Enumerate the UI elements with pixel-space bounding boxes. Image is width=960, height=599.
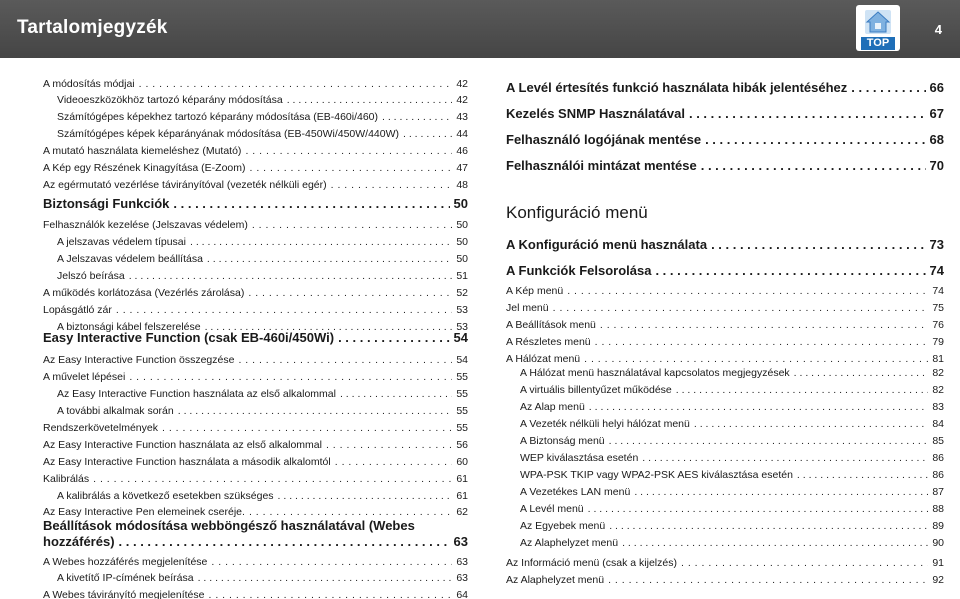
dot-leader [252,219,452,231]
toc-entry[interactable] [506,302,944,314]
top-label: TOP [861,37,895,50]
toc-entry[interactable] [506,520,944,532]
dot-leader [93,473,452,485]
toc-entry-text: Az Easy Interactive Pen elemeinek cseréje. [43,506,245,518]
dot-leader [655,263,925,278]
toc-page-number: 50 [456,219,468,231]
toc-entry-text: Kalibrálás [43,473,90,485]
page-number: 4 [934,22,942,37]
toc-page-number: 61 [456,490,468,502]
dot-leader [711,237,925,252]
dot-leader [208,589,452,599]
toc-entry-text: hozzáférés) [43,534,115,549]
dot-leader [116,304,452,316]
dot-leader [622,537,928,549]
toc-heading[interactable] [506,158,944,173]
toc-entry-text: Felhasználó logójának mentése [506,132,702,147]
toc-page-number: 64 [456,589,468,599]
toc-entry[interactable] [506,503,944,515]
toc-page-number: 51 [456,270,468,282]
dot-leader [382,111,452,123]
toc-page-number: 87 [932,486,944,498]
dot-leader [207,253,452,265]
toc-entry[interactable] [506,452,944,464]
toc-entry-text: Jel menü [506,302,549,314]
toc-entry-text: A Webes hozzáférés megjelenítése [43,556,208,568]
toc-entry-text: Az Alaphelyzet menü [506,574,605,586]
toc-entry-text: Lopásgátló zár [43,304,112,316]
toc-entry[interactable] [506,574,944,586]
dot-leader [250,162,453,174]
toc-page-number: 46 [456,145,468,157]
dot-leader [173,196,449,211]
toc-page-number: 85 [932,435,944,447]
toc-entry[interactable] [43,219,468,231]
toc-entry-text: A Hálózat menü [506,353,581,365]
toc-entry[interactable] [43,490,468,502]
toc-page-number: 48 [456,179,468,191]
toc-page-number: 61 [456,473,468,485]
dot-leader [553,302,929,314]
toc-entry-text: A Jelszavas védelem beállítása [57,253,203,265]
toc-entry-text: Felhasználók kezelése (Jelszavas védelem) [43,219,248,231]
dot-leader [331,179,453,191]
toc-page-number: 42 [456,94,468,106]
dot-leader [689,106,926,121]
dot-leader [129,371,452,383]
toc-page-number: 52 [456,287,468,299]
toc-entry[interactable] [506,336,944,348]
toc-page-number: 75 [932,302,944,314]
toc-heading[interactable] [506,263,944,278]
toc-page-number: 63 [456,556,468,568]
toc-entry[interactable] [506,469,944,481]
dot-leader [595,336,929,348]
toc-page-number: 91 [932,557,944,569]
toc-entry-text: WEP kiválasztása esetén [520,452,639,464]
toc-entry[interactable] [506,353,944,365]
toc-entry-text: A biztonsági kábel felszerelése [57,321,201,333]
toc-entry-text: Jelszó beírása [57,270,125,282]
toc-page-number: 89 [932,520,944,532]
toc-entry-text: A Levél értesítés funkció használata hibák jelentéséhez [506,80,848,95]
toc-page-number: 70 [929,158,944,173]
dot-leader [249,506,452,518]
toc-entry-text: Kezelés SNMP Használatával [506,106,685,121]
toc-entry-text: Számítógépes képekhez tartozó képarány módosítása (EB-460i/460) [57,111,379,123]
toc-entry[interactable] [506,537,944,549]
toc-entry[interactable] [506,486,944,498]
toc-page-number: 53 [456,321,468,333]
dot-leader [608,574,928,586]
toc-page-number: 53 [456,304,468,316]
section-heading: Konfiguráció menü [506,203,648,222]
dot-leader [584,353,928,365]
toc-entry[interactable] [43,145,468,157]
toc-page-number: 84 [932,418,944,430]
toc-entry-text: Felhasználói mintázat mentése [506,158,697,173]
toc-entry-text: A jelszavas védelem típusai [57,236,186,248]
toc-page-number: 47 [456,162,468,174]
toc-entry[interactable] [43,388,468,400]
toc-entry-text: Az Easy Interactive Function használata a második alkalomtól [43,456,331,468]
toc-entry[interactable] [43,111,468,123]
toc-page-number: 55 [456,371,468,383]
toc-page-number: 55 [456,405,468,417]
toc-entry-text: Biztonsági Funkciók [43,196,170,211]
toc-entry-text: Az Információ menü (csak a kijelzés) [506,557,677,569]
toc-entry-text: Az Alap menü [520,401,585,413]
toc-entry[interactable] [506,384,944,396]
toc-entry-text: A művelet lépései [43,371,126,383]
toc-page-number: 79 [932,336,944,348]
toc-entry-text: A működés korlátozása (Vezérlés zárolása) [43,287,245,299]
dot-leader [676,384,929,396]
dot-leader [340,388,452,400]
dot-leader [335,456,453,468]
dot-leader [162,422,452,434]
dot-leader [245,145,452,157]
toc-page-number: 50 [453,196,468,211]
toc-page-number: 54 [456,354,468,366]
toc-entry[interactable] [43,572,468,584]
toc-entry-text: A Hálózat menü használatával kapcsolatos megjegyzések [520,367,790,379]
toc-entry-text: Számítógépes képek képarányának módosítása (EB-450Wi/450W/440W) [57,128,400,140]
toc-entry[interactable] [43,439,468,451]
toc-page-number: 83 [932,401,944,413]
dot-leader [642,452,928,464]
toc-entry[interactable] [43,304,468,316]
toc-heading[interactable] [506,132,944,147]
toc-entry-text: A Vezeték nélküli helyi hálózat menü [520,418,690,430]
toc-heading-line[interactable]: Beállítások módosítása webböngésző használatával (Webes [43,518,415,533]
toc-entry-text: A mutató használata kiemeléshez (Mutató) [43,145,242,157]
dot-leader [634,486,928,498]
dot-leader [705,132,925,147]
dot-leader [190,236,452,248]
toc-entry-text: WPA-PSK TKIP vagy WPA2-PSK AES kiválasztása esetén [520,469,793,481]
dot-leader [694,418,928,430]
toc-entry-text: A Beállítások menü [506,319,596,331]
dot-leader [338,330,449,345]
toc-entry[interactable] [43,354,468,366]
toc-page-number: 73 [929,237,944,252]
toc-entry-text: A Levél menü [520,503,584,515]
toc-page-number: 66 [929,80,944,95]
toc-entry[interactable] [43,556,468,568]
toc-entry-text: Az Alaphelyzet menü [520,537,619,549]
dot-leader [609,520,928,532]
toc-entry-text: Az Easy Interactive Function használata az első alkalommal [43,439,322,451]
toc-entry-text: A további alkalmak során [57,405,174,417]
dot-leader [278,490,453,502]
toc-entry[interactable] [506,435,944,447]
dot-leader [851,80,925,95]
toc-entry-text: A Biztonság menü [520,435,605,447]
toc-entry-text: Az Easy Interactive Function összegzése [43,354,235,366]
toc-entry-text: A Konfiguráció menü használata [506,237,708,252]
toc-heading[interactable] [43,330,468,345]
toc-heading[interactable] [506,80,944,95]
dot-leader [119,534,450,549]
dot-leader [211,556,452,568]
toc-entry[interactable] [43,422,468,434]
toc-page-number: 55 [456,388,468,400]
toc-entry-text: Videoeszközökhöz tartozó képarány módosítása [57,94,283,106]
dot-leader [681,557,928,569]
dot-leader [701,158,926,173]
toc-page-number: 60 [456,456,468,468]
toc-entry[interactable] [43,371,468,383]
toc-page-number: 86 [932,452,944,464]
toc-entry-text: A Kép egy Részének Kinagyítása (E-Zoom) [43,162,246,174]
toc-entry[interactable] [43,456,468,468]
toc-page-number: 67 [929,106,944,121]
toc-page-number: 56 [456,439,468,451]
toc-page-number: 54 [453,330,468,345]
toc-page-number: 92 [932,574,944,586]
toc-page-number: 76 [932,319,944,331]
page-header [0,0,960,58]
toc-entry[interactable] [506,557,944,569]
dot-leader [609,435,929,447]
toc-entry[interactable] [506,401,944,413]
toc-entry[interactable] [43,270,468,282]
toc-entry[interactable] [43,405,468,417]
toc-entry[interactable] [506,319,944,331]
top-button[interactable] [856,5,900,51]
dot-leader [287,94,453,106]
toc-entry-text: A módosítás módjai [43,78,135,90]
dot-leader [794,367,929,379]
toc-page-number: 50 [456,253,468,265]
toc-entry-text: Az egérmutató vezérlése távirányítóval (vezeték nélküli egér) [43,179,327,191]
toc-entry[interactable] [43,589,468,599]
dot-leader [129,270,453,282]
toc-entry-text: A Kép menü [506,285,564,297]
toc-entry[interactable] [43,473,468,485]
dot-leader [567,285,928,297]
dot-leader [600,319,928,331]
dot-leader [589,401,929,413]
toc-heading[interactable] [43,534,468,549]
toc-entry-text: A Funkciók Felsorolása [506,263,652,278]
dot-leader [326,439,452,451]
toc-page-number: 55 [456,422,468,434]
dot-leader [198,572,453,584]
dot-leader [139,78,453,90]
toc-page-number: 63 [453,534,468,549]
toc-heading[interactable] [506,237,944,252]
dot-leader [238,354,452,366]
toc-page-number: 82 [932,367,944,379]
toc-entry-text: A Vezetékes LAN menü [520,486,631,498]
toc-page-number: 62 [456,506,468,518]
toc-page-number: 81 [932,353,944,365]
toc-entry[interactable] [506,418,944,430]
toc-entry[interactable] [43,162,468,174]
dot-leader [178,405,453,417]
toc-page-number: 42 [456,78,468,90]
toc-entry[interactable] [43,236,468,248]
toc-entry-text: Az Egyebek menü [520,520,606,532]
toc-entry[interactable] [43,78,468,90]
home-icon [862,8,894,36]
toc-entry-text: Rendszerkövetelmények [43,422,158,434]
toc-entry[interactable] [43,506,468,518]
toc-heading[interactable] [43,196,468,211]
toc-page-number: 88 [932,503,944,515]
toc-entry-text: Az Easy Interactive Function használata az első alkalommal [57,388,336,400]
dot-leader [588,503,929,515]
toc-page-number: 68 [929,132,944,147]
toc-page-number: 43 [456,111,468,123]
toc-page-number: 74 [932,285,944,297]
toc-entry[interactable] [43,128,468,140]
toc-page-number: 44 [456,128,468,140]
toc-entry[interactable] [506,285,944,297]
toc-entry[interactable] [43,287,468,299]
dot-leader [797,469,928,481]
page-title: Tartalomjegyzék [17,17,168,38]
toc-entry[interactable] [43,179,468,191]
toc-page-number: 74 [929,263,944,278]
toc-page-number: 82 [932,384,944,396]
toc-entry-text: Easy Interactive Function (csak EB-460i/450Wi) [43,330,335,345]
toc-entry[interactable] [43,94,468,106]
toc-entry-text: A Webes távirányító megjelenítése [43,589,205,599]
toc-entry-text: A kalibrálás a következő esetekben szükséges [57,490,274,502]
toc-page-number: 63 [456,572,468,584]
toc-heading[interactable] [506,106,944,121]
dot-leader [248,287,452,299]
toc-entry-text: A kivetítő IP-címének beírása [57,572,194,584]
toc-page-number: 90 [932,537,944,549]
toc-entry[interactable] [506,367,944,379]
toc-entry-text: A virtuális billentyűzet működése [520,384,672,396]
toc-page-number: 86 [932,469,944,481]
toc-page-number: 50 [456,236,468,248]
toc-entry[interactable] [43,253,468,265]
dot-leader [403,128,452,140]
toc-entry-text: A Részletes menü [506,336,591,348]
